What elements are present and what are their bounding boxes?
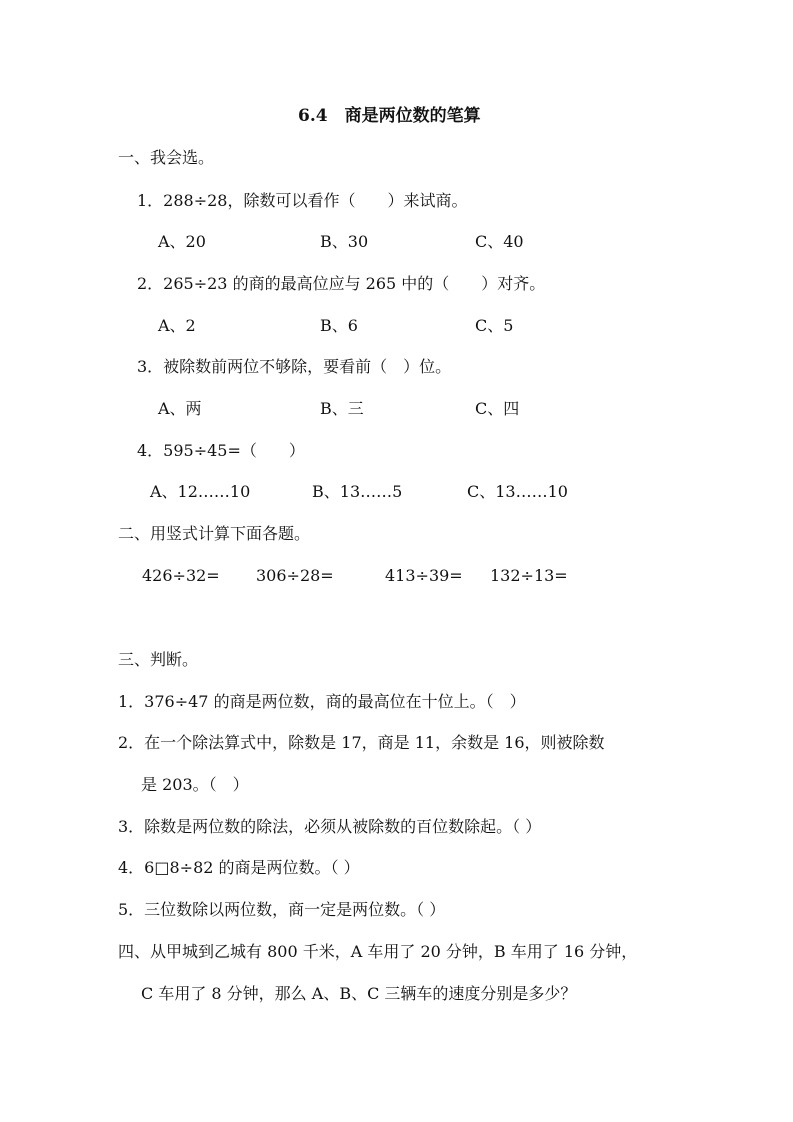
option: B、6 xyxy=(320,316,358,335)
option: B、13……5 xyxy=(312,482,403,501)
section1-heading: 一、我会选。 xyxy=(118,148,215,167)
option: C、5 xyxy=(475,316,514,335)
question-4: 4．595÷45=（ ） xyxy=(137,441,305,460)
judge-item-5: 5．三位数除以两位数，商一定是两位数。（ ） xyxy=(118,900,446,919)
option: B、30 xyxy=(320,232,369,251)
option: A、12……10 xyxy=(150,482,251,501)
option: C、四 xyxy=(475,399,520,418)
calc-problem: 426÷32= xyxy=(142,566,220,585)
judge-item-2-cont: 是 203。（ ） xyxy=(141,775,249,794)
judge-item-3: 3．除数是两位数的除法，必须从被除数的百位数除起。（ ） xyxy=(118,817,542,836)
option: A、20 xyxy=(158,232,206,251)
calc-problem: 413÷39= xyxy=(385,566,463,585)
calc-problem: 132÷13= xyxy=(490,566,568,585)
calc-problem: 306÷28= xyxy=(256,566,334,585)
option: A、2 xyxy=(158,316,196,335)
question-2: 2．265÷23 的商的最高位应与 265 中的（ ）对齐。 xyxy=(137,274,546,293)
page-title: 6.4 商是两位数的笔算 xyxy=(298,106,481,126)
option: C、40 xyxy=(475,232,524,251)
option: C、13……10 xyxy=(467,482,568,501)
section2-heading: 二、用竖式计算下面各题。 xyxy=(118,524,311,543)
section3-heading: 三、判断。 xyxy=(118,650,199,669)
question-3: 3．被除数前两位不够除，要看前（ ）位。 xyxy=(137,357,452,376)
question-1: 1．288÷28，除数可以看作（ ）来试商。 xyxy=(137,191,468,210)
judge-item-2: 2．在一个除法算式中，除数是 17，商是 11，余数是 16，则被除数 xyxy=(118,733,605,752)
word-problem-line-1: 四、从甲城到乙城有 800 千米，A 车用了 20 分钟，B 车用了 16 分钟， xyxy=(118,942,638,961)
option: B、三 xyxy=(320,399,364,418)
word-problem-line-2: C 车用了 8 分钟，那么 A、B、C 三辆车的速度分别是多少？ xyxy=(141,984,577,1003)
judge-item-1: 1．376÷47 的商是两位数，商的最高位在十位上。（ ） xyxy=(118,692,526,711)
judge-item-4: 4．6□8÷82 的商是两位数。（ ） xyxy=(118,858,360,877)
option: A、两 xyxy=(158,399,202,418)
